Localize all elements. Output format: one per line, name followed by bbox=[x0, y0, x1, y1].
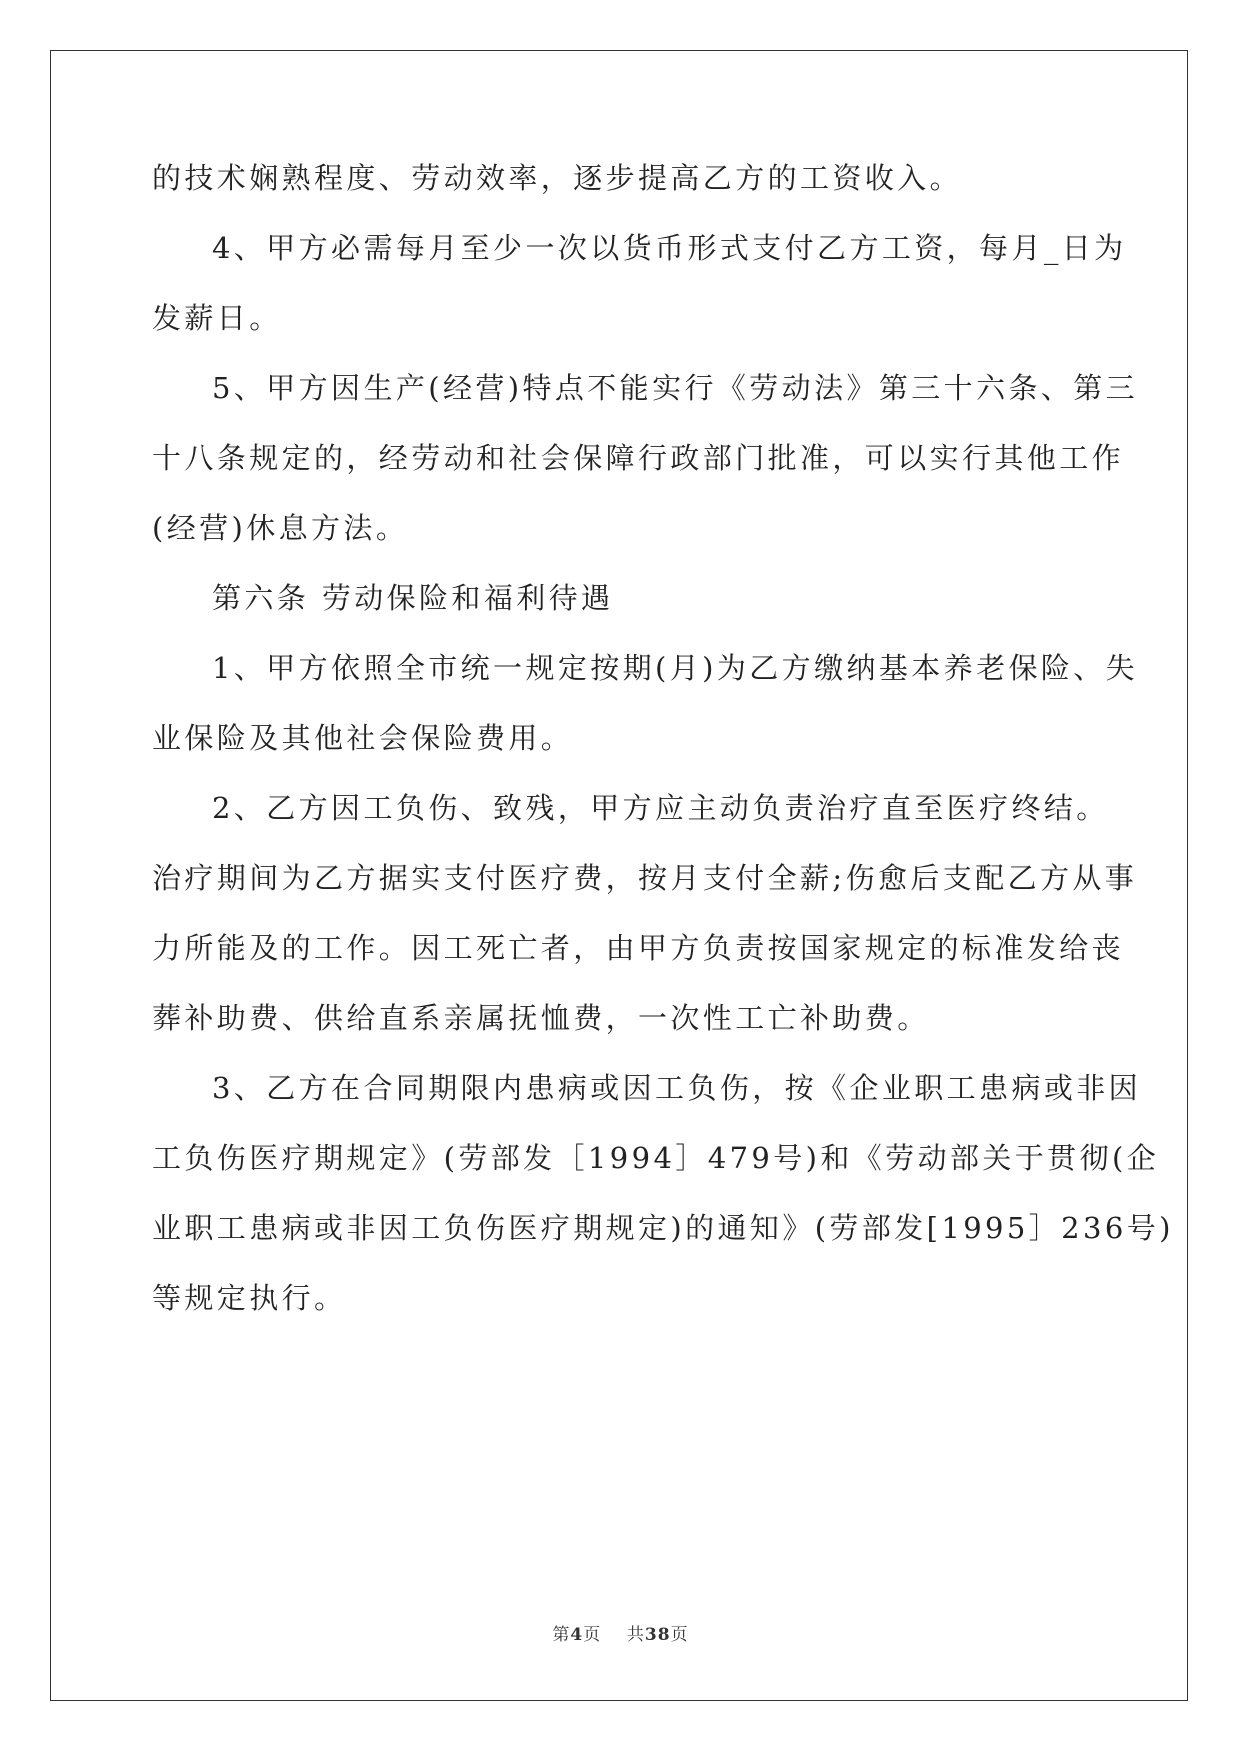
text-line-4: 5、甲方因生产(经营)特点不能实行《劳动法》第三十六条、第三 bbox=[212, 371, 1139, 405]
text-line-16: 业职工患病或非因工负伤医疗期规定)的通知》(劳部发[1995］236号) bbox=[152, 1211, 1174, 1245]
footer-total-suffix: 页 bbox=[670, 1625, 689, 1645]
text-line-1: 的技术娴熟程度、劳动效率，逐步提高乙方的工资收入。 bbox=[152, 161, 963, 195]
text-line-9: 业保险及其他社会保险费用。 bbox=[152, 721, 574, 755]
section-heading: 第六条 劳动保险和福利待遇 bbox=[212, 581, 614, 615]
text-line-11: 治疗期间为乙方据实支付医疗费，按月支付全薪;伤愈后支配乙方从事 bbox=[152, 861, 1138, 895]
text-line-6: (经营)休息方法。 bbox=[152, 511, 409, 545]
text-line-10: 2、乙方因工负伤、致残，甲方应主动负责治疗直至医疗终结。 bbox=[212, 791, 1109, 825]
footer-page-number: 4 bbox=[570, 1625, 584, 1645]
text-line-12: 力所能及的工作。因工死亡者，由甲方负责按国家规定的标准发给丧 bbox=[152, 931, 1125, 965]
text-line-2: 4、甲方必需每月至少一次以货币形式支付乙方工资，每月_日为 bbox=[212, 231, 1127, 265]
text-line-13: 葬补助费、供给直系亲属抚恤费，一次性工亡补助费。 bbox=[152, 1001, 930, 1035]
text-line-8: 1、甲方依照全市统一规定按期(月)为乙方缴纳基本养老保险、失 bbox=[212, 651, 1139, 685]
text-line-5: 十八条规定的，经劳动和社会保障行政部门批准，可以实行其他工作 bbox=[152, 441, 1125, 475]
text-line-3: 发薪日。 bbox=[152, 301, 282, 335]
footer-total-prefix: 共 bbox=[626, 1625, 645, 1645]
page-footer bbox=[0, 1620, 1241, 1645]
footer-page-prefix: 第 bbox=[552, 1625, 571, 1645]
text-line-17: 等规定执行。 bbox=[152, 1281, 347, 1315]
footer-page-suffix: 页 bbox=[583, 1625, 602, 1645]
text-line-15: 工负伤医疗期规定》(劳部发［1994］479号)和《劳动部关于贯彻(企 bbox=[152, 1141, 1160, 1175]
footer-total-pages: 38 bbox=[644, 1625, 671, 1645]
text-line-14: 3、乙方在合同期限内患病或因工负伤，按《企业职工患病或非因 bbox=[212, 1071, 1142, 1105]
